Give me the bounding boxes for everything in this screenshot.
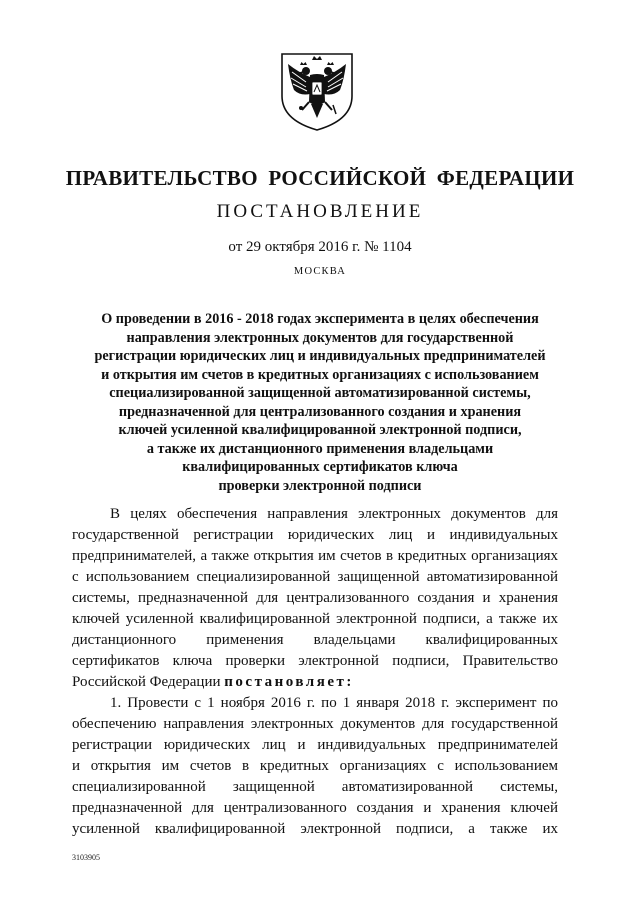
document-date-number: от 29 октября 2016 г. № 1104 <box>228 239 412 255</box>
preamble-line: В целях обеспечения направления электронных документов для <box>110 506 558 522</box>
title-line: О проведении в 2016 - 2018 годах эксперимента в целях обеспечения <box>101 311 539 327</box>
title-line: квалифицированных сертификатов ключа <box>182 459 458 475</box>
title-line: специализированной защищенной автоматизированной системы, <box>109 385 531 401</box>
preamble-line: системы, предназначенной для централизованного создания и хранения <box>72 590 558 606</box>
clause-1-line: и открытия им счетов в кредитных организациях с использованием <box>72 758 558 774</box>
state-emblem-icon <box>276 50 358 132</box>
preamble-line: сертификатов ключа проверки электронной подписи, Правительство <box>72 653 558 669</box>
decree-word: постановляет: <box>224 674 354 690</box>
clause-1-line: усиленной квалифицированной электронной подписи, а также их <box>72 821 558 837</box>
title-line: проверки электронной подписи <box>218 477 422 494</box>
preamble-line: государственной регистрации юридических лиц и индивидуальных <box>72 527 558 543</box>
clause-1-line: специализированной защищенной автоматизированной системы, <box>72 779 558 795</box>
document-body <box>72 504 558 840</box>
clause-1-line: 1. Провести с 1 ноября 2016 г. по 1 января 2018 г. эксперимент по <box>110 695 558 711</box>
preamble-line: ключей усиленной квалифицированной электронной подписи, а также их <box>72 611 558 627</box>
preamble-line: предпринимателей, а также открытия им счетов в кредитных организациях <box>72 548 558 564</box>
preamble-line: с использованием специализированной защищенной автоматизированной <box>72 569 558 585</box>
title-line: ключей усиленной квалифицированной электронной подписи, <box>118 422 522 438</box>
title-line: регистрации юридических лиц и индивидуальных предпринимателей <box>94 348 546 364</box>
title-line: а также их дистанционного применения владельцами <box>146 440 494 457</box>
clause-1-line: регистрации юридических лиц и индивидуальных предпринимателей <box>72 737 558 753</box>
title-line: предназначенной для централизованного создания и хранения <box>118 403 522 420</box>
issuing-authority: ПРАВИТЕЛЬСТВО РОССИЙСКОЙ ФЕДЕРАЦИИ <box>65 166 575 190</box>
title-line: направления электронных документов для государственной <box>126 329 514 346</box>
preamble-line-final <box>72 672 558 693</box>
clause-1-line: предназначенной для централизованного создания и хранения ключей <box>72 800 558 816</box>
preamble-line: дистанционного применения владельцами квалифицированных <box>72 632 558 648</box>
preamble-text: Российской Федерации <box>72 674 225 690</box>
document-type: ПОСТАНОВЛЕНИЕ <box>216 201 424 222</box>
document-footer-code: 3103905 <box>72 853 100 862</box>
title-line: и открытия им счетов в кредитных организациях с использованием <box>101 366 539 383</box>
clause-1-line: обеспечению направления электронных документов для государственной <box>72 716 558 732</box>
document-city: МОСКВА <box>293 266 347 277</box>
document-title <box>70 310 570 495</box>
